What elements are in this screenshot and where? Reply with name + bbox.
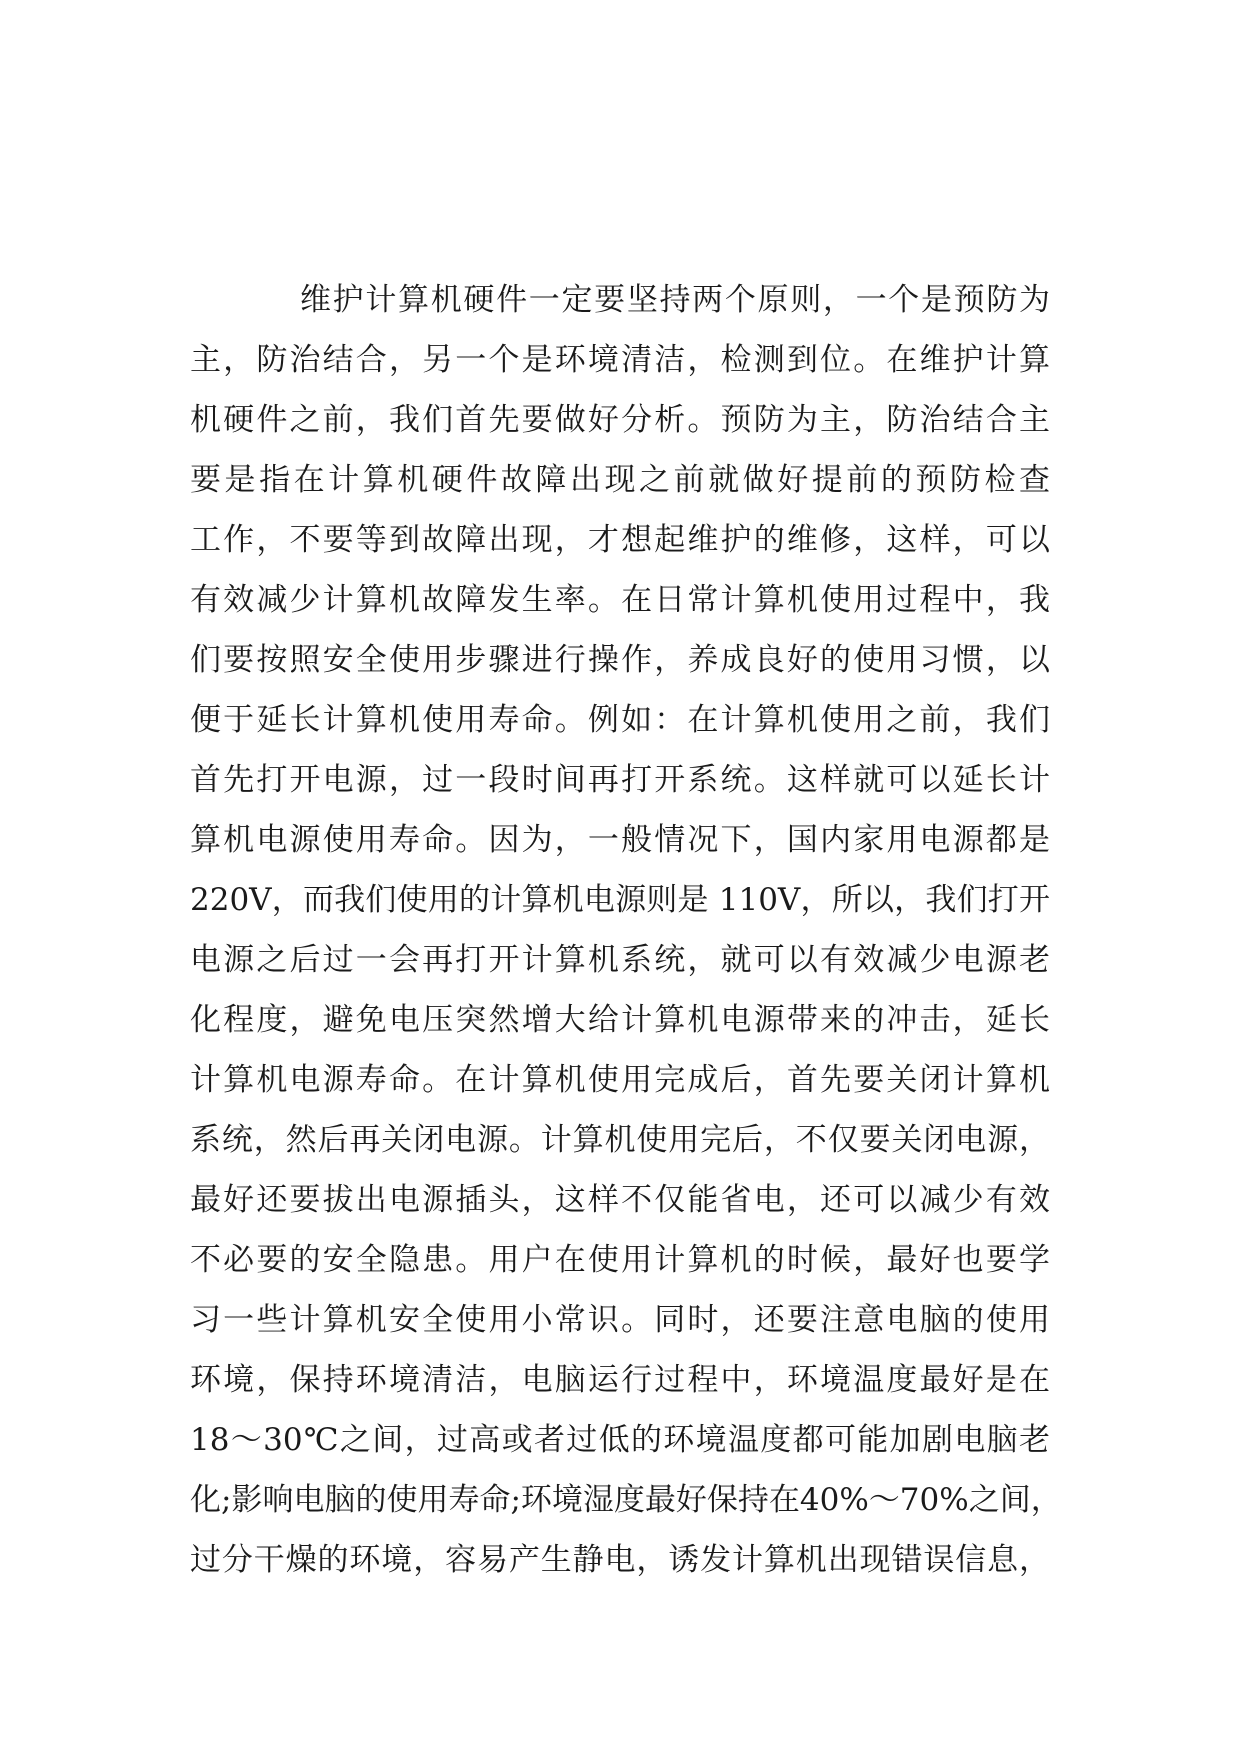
paragraph-line: 化程度，避免电压突然增大给计算机电源带来的冲击，延长 [190,1002,1050,1038]
paragraph-line: 18～30℃之间，过高或者过低的环境温度都可能加剧电脑老 [190,1422,1050,1458]
paragraph-line: 过分干燥的环境，容易产生静电，诱发计算机出现错误信息， [190,1542,1050,1578]
paragraph-line: 系统，然后再关闭电源。计算机使用完后，不仅要关闭电源， [190,1122,1050,1158]
paragraph-line: 220V，而我们使用的计算机电源则是 110V，所以，我们打开 [190,882,1050,918]
paragraph-line: 电源之后过一会再打开计算机系统，就可以有效减少电源老 [190,942,1050,978]
paragraph-line: 化;影响电脑的使用寿命;环境湿度最好保持在40%～70%之间， [190,1482,1062,1518]
paragraph-line: 首先打开电源，过一段时间再打开系统。这样就可以延长计 [190,762,1050,798]
paragraph-line: 算机电源使用寿命。因为，一般情况下，国内家用电源都是 [190,822,1050,858]
paragraph-line: 计算机电源寿命。在计算机使用完成后，首先要关闭计算机 [190,1062,1050,1098]
paragraph-line: 维护计算机硬件一定要坚持两个原则，一个是预防为 [300,282,1050,318]
paragraph-line: 有效减少计算机故障发生率。在日常计算机使用过程中，我 [190,582,1050,618]
paragraph-line: 要是指在计算机硬件故障出现之前就做好提前的预防检查 [190,462,1050,498]
paragraph-line: 工作，不要等到故障出现，才想起维护的维修，这样，可以 [190,522,1050,558]
paragraph-line: 主，防治结合，另一个是环境清洁，检测到位。在维护计算 [190,342,1050,378]
paragraph-line: 不必要的安全隐患。用户在使用计算机的时候，最好也要学 [190,1242,1050,1278]
paragraph-line: 机硬件之前，我们首先要做好分析。预防为主，防治结合主 [190,402,1050,438]
body-paragraph [190,270,1062,1590]
paragraph-line: 最好还要拔出电源插头，这样不仅能省电，还可以减少有效 [190,1182,1050,1218]
paragraph-line: 们要按照安全使用步骤进行操作，养成良好的使用习惯，以 [190,642,1050,678]
paragraph-line: 便于延长计算机使用寿命。例如：在计算机使用之前，我们 [190,702,1050,738]
paragraph-line: 习一些计算机安全使用小常识。同时，还要注意电脑的使用 [190,1302,1050,1338]
paragraph-line: 环境，保持环境清洁，电脑运行过程中，环境温度最好是在 [190,1362,1050,1398]
